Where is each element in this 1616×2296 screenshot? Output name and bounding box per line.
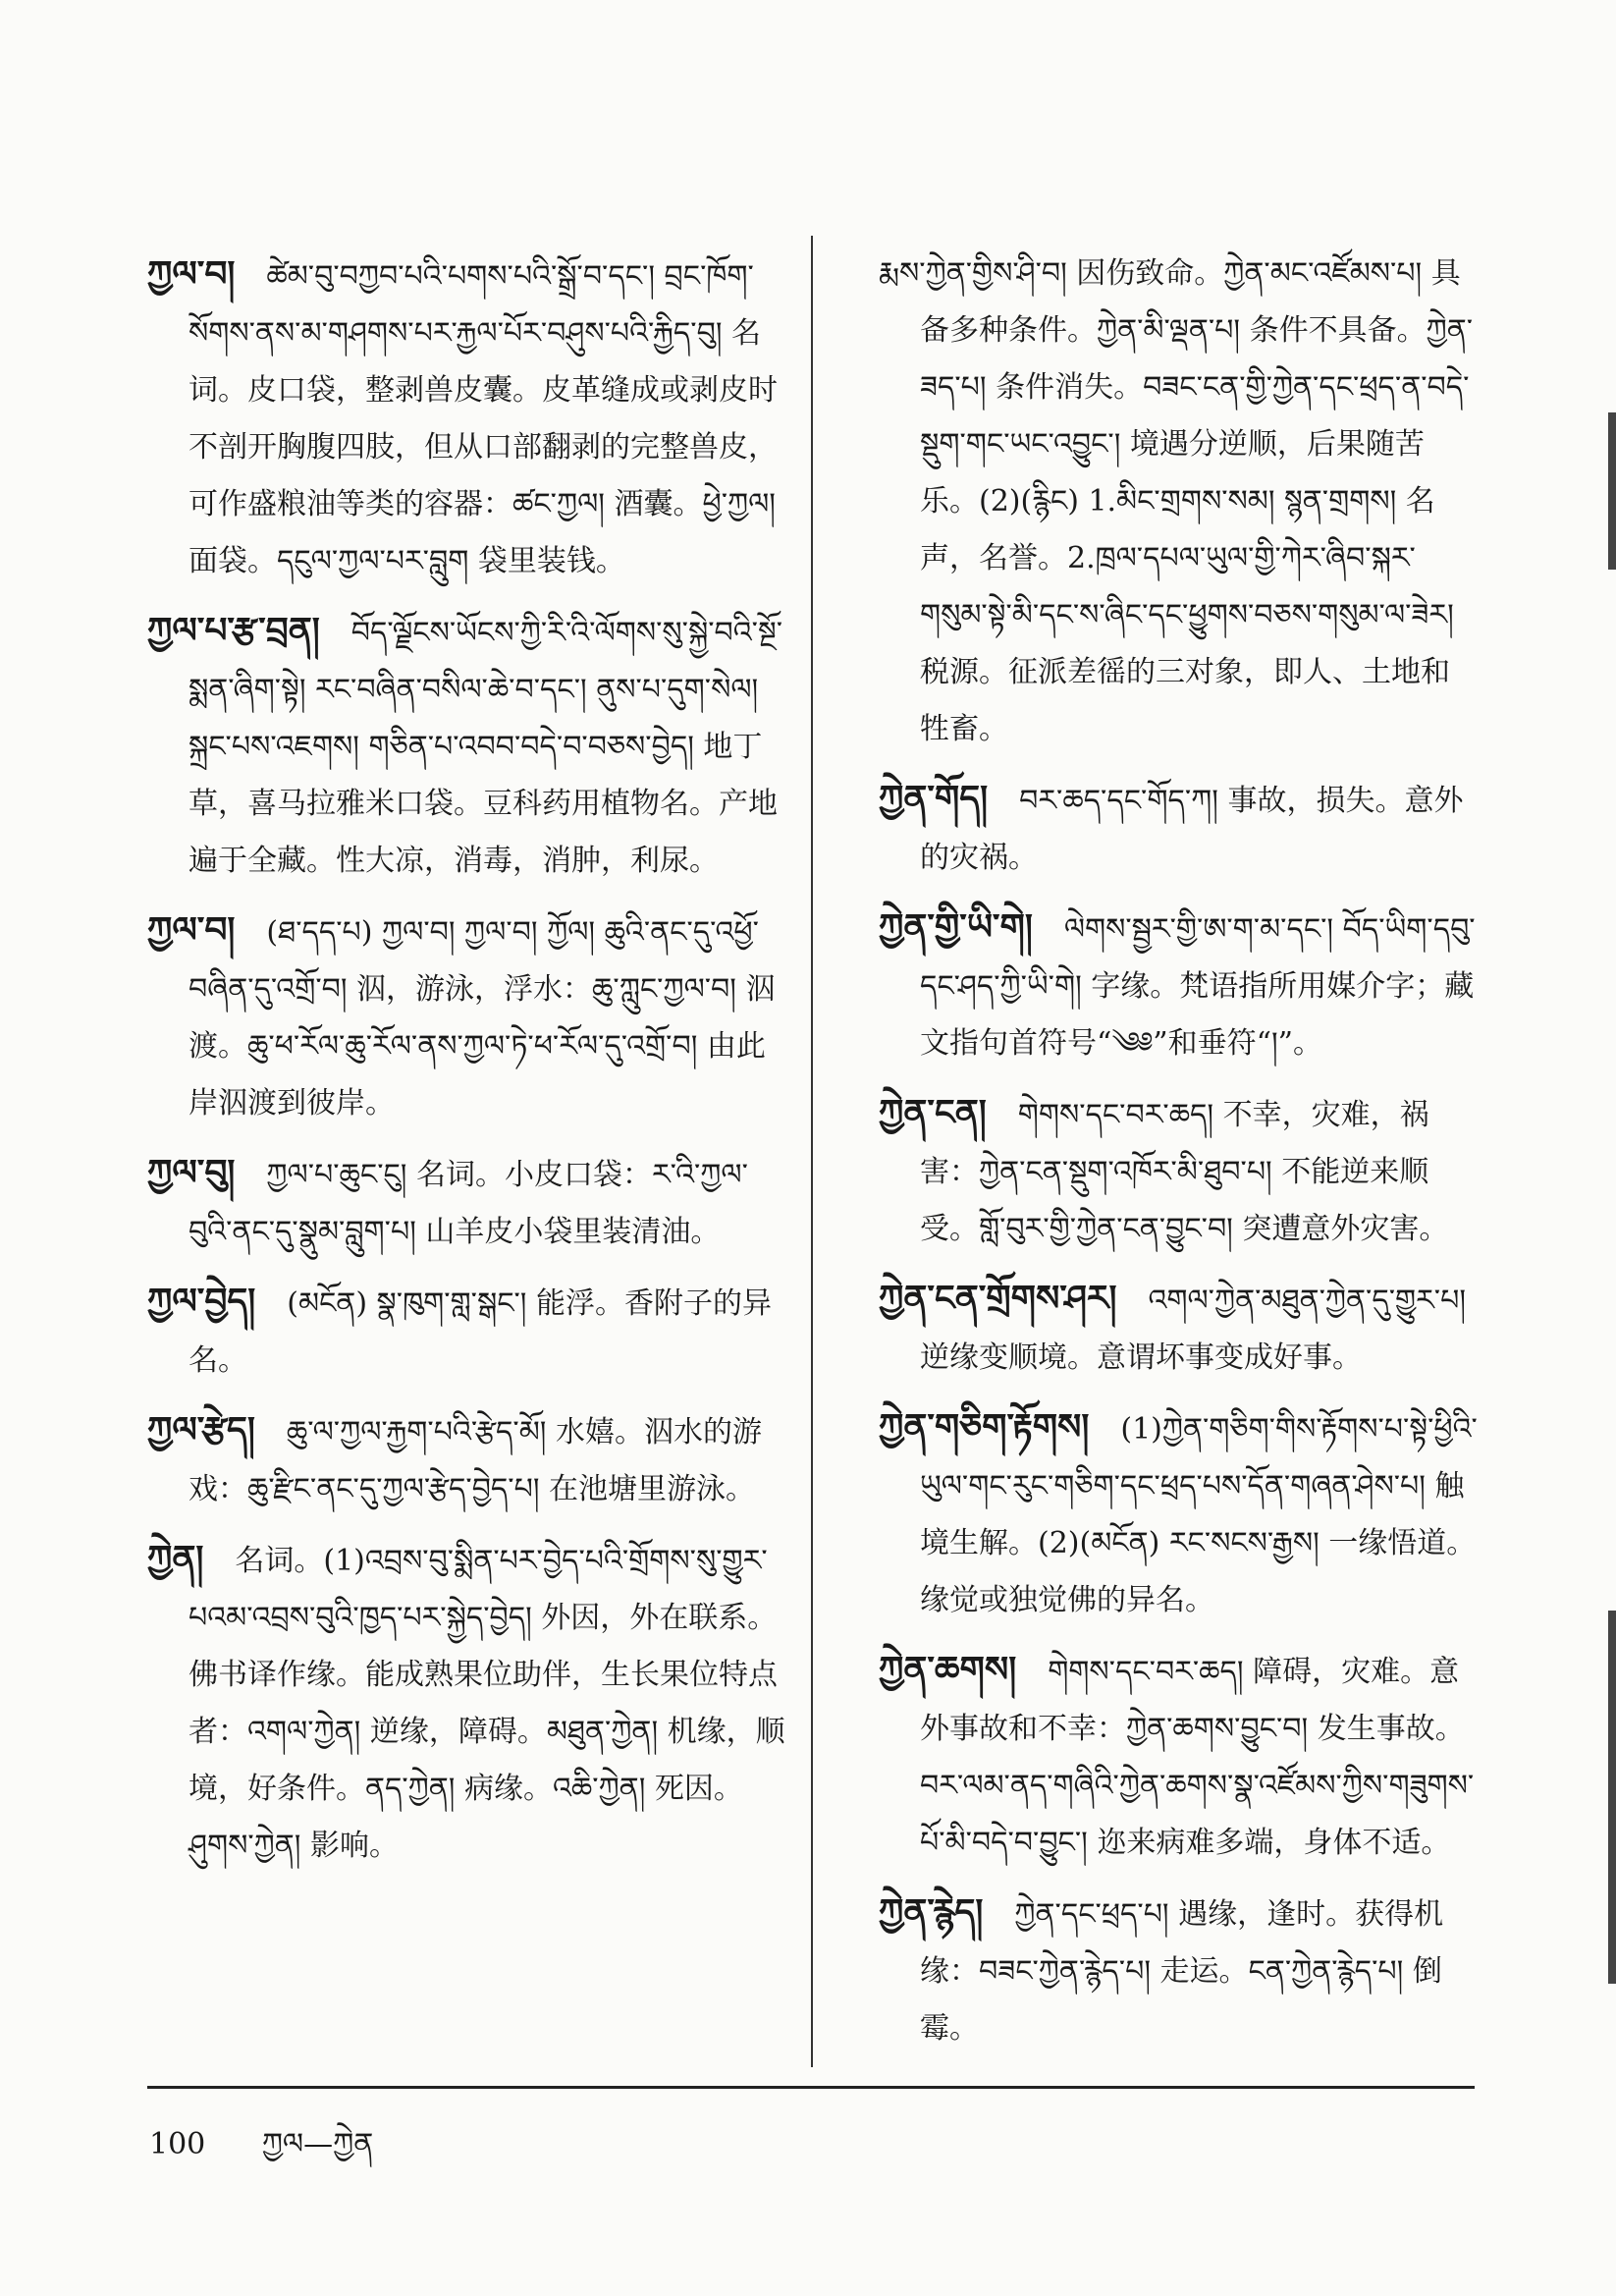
dictionary-entry — [147, 902, 785, 1132]
dictionary-entry — [879, 1398, 1478, 1629]
dictionary-entry — [879, 1884, 1478, 2057]
entry-headword: ཀྱེན་གྱི་ཡི་གེ། — [879, 906, 1033, 948]
footer-rule — [147, 2086, 1475, 2089]
entry-headword: ཀྱལ་བྱེད། — [147, 1281, 256, 1322]
entry-definition: བོད་ལྗོངས་ཡོངས་ཀྱི་རི་འི་ལོགས་སུ་སྐྱེ་བའི་སྔོ་སྨན་ཞིག་སྟེ། རང་བཞིན་བསིལ་ཆེ་བ་དང་། ནུས་པ་དུག་སེལ། སྐྲང་པས་འཇགས། གཅིན་པ་འབབ་བདེ་བ་བཅས་བྱེད། 地丁草，喜马拉雅米口袋。豆科药用植物名。产地遍于全藏。性大凉，消毒，消肿，利尿。 — [189, 616, 783, 878]
edge-mark — [1608, 412, 1616, 570]
dictionary-entry — [147, 1273, 785, 1390]
dictionary-entry — [879, 1084, 1478, 1258]
entry-definition: གེགས་དང་བར་ཆད། 不幸，灾难，祸害：ཀྱེན་ངན་སྡུག་འཁོར་མི་ཐུབ་པ། 不能逆来顺受。གློ་བུར་གྱི་ཀྱེན་ངན་བྱུང་བ། 突遭意外灾害。 — [920, 1098, 1449, 1246]
entry-definition: 名词。(1)འབྲས་བུ་སྨིན་པར་བྱེད་པའི་གྲོགས་སུ་གྱུར་པའམ་འབྲས་བུའི་ཁྱད་པར་སྐྱེད་བྱེད། 外因，外在联系。佛书译作缘。能成熟果位助伴，生长果位特点者：འགལ་ཀྱེན། 逆缘，障碍。མཐུན་ཀྱེན། 机缘，顺境，好条件。ནད་ཀྱེན། 病缘。འཆི་ཀྱེན། 死因。ཤུགས་ཀྱེན། 影响。 — [189, 1544, 785, 1863]
entry-definition: འགལ་ཀྱེན་མཐུན་ཀྱེན་དུ་གྱུར་པ། 逆缘变顺境。意谓坏事变成好事。 — [920, 1284, 1466, 1375]
dictionary-entry — [879, 770, 1478, 887]
entry-headword: ཀྱེན་ངན་གྲོགས་ཤར། — [879, 1278, 1117, 1319]
entry-headword: ཀྱེན་ཆགས། — [879, 1649, 1017, 1690]
entry-definition: བར་ཆད་དང་གོད་ཀ། 事故，损失。意外的灾祸。 — [920, 784, 1464, 875]
page-footer — [149, 2111, 373, 2194]
entry-headword: ཀྱལ་བ། — [147, 909, 236, 951]
entry-definition: ཀྱེན་དང་ཕྲད་པ། 遇缘，逢时。获得机缘：བཟང་ཀྱེན་རྙེད་པ། 走运。ངན་ཀྱེན་རྙེད་པ། 倒霉。 — [920, 1897, 1444, 2046]
entry-definition: ཚེམ་བུ་བཀྱབ་པའི་པགས་པའི་སྒྲོ་བ་དང་། བྲང་ཁོག་སོགས་ནས་མ་གཤགས་པར་རྐྱལ་པོར་བཤུས་པའི་རྐྱིད་བུ། 名词。皮口袋，整剥兽皮囊。皮革缝成或剥皮时不剖开胸腹四肢，但从口部翻剥的完整兽皮，可作盛粮油等类的容器：ཚང་ཀྱལ། 酒囊。ཕྱེ་ཀྱལ། 面袋。དངུལ་ཀྱལ་པར་བླུག 袋里装钱。 — [189, 259, 778, 578]
dictionary-entry — [147, 1401, 785, 1518]
entry-headword: ཀྱེན་གོད། — [879, 778, 989, 819]
entry-headword: ཀྱེན་ངན། — [879, 1092, 987, 1133]
entry-definition: (1)ཀྱེན་གཅིག་གིས་རྟོགས་པ་སྟེ་ཕྱིའི་ཡུལ་གང་རུང་གཅིག་དང་ཕྲད་པས་དོན་གཞན་ཤེས་པ། 触境生解。(2)(མངོན) རང་སངས་རྒྱས། 一缘悟道。缘觉或独觉佛的异名。 — [920, 1412, 1478, 1617]
entry-definition: ཀྱལ་པ་ཆུང་ངུ། 名词。小皮口袋：ར་འི་ཀྱལ་བུའི་ནང་དུ་སྣུམ་བླུག་པ། 山羊皮小袋里装清油。 — [189, 1158, 748, 1249]
dictionary-entry — [147, 246, 785, 590]
right-column — [879, 246, 1478, 2069]
entry-headword: ཀྱལ་རྩེད། — [147, 1409, 255, 1450]
entry-headword: ཀྱེན། — [147, 1538, 204, 1579]
left-column — [147, 246, 785, 1886]
page-number: 100 — [149, 2127, 206, 2161]
entry-definition: (མངོན) སྣ་ཁུག་གླ་སྒང་། 能浮。香附子的异名。 — [189, 1286, 773, 1378]
entry-definition: ལེགས་སྦྱར་གྱི་ཨ་ག་མ་དང་། བོད་ཡིག་དབུ་དང་ཤད་ཀྱི་ཡི་གེ། 字缘。梵语指所用媒介字；藏文指句首符号“༄༅”和垂符“།”。 — [920, 912, 1476, 1061]
dictionary-entry — [147, 602, 785, 890]
entry-definition: རྨས་ཀྱེན་གྱིས་ཤི་བ། 因伤致命。ཀྱེན་མང་འཛོམས་པ། 具备多种条件。ཀྱེན་མི་ལྡན་པ། 条件不具备。ཀྱེན་ཟད་པ། 条件消失。བཟང་ངན་གྱི་ཀྱེན་དང་ཕྲད་ན་བདེ་སྡུག་གང་ཡང་འབྱུང་། 境遇分逆顺，后果随苦乐。(2)(རྙིང) 1.མིང་གྲགས་སམ། སྙན་གྲགས། 名声，名誉。2.ཁྲལ་དཔལ་ཡུལ་གྱི་ཀེར་ཞིབ་སྐར་གསུམ་སྟེ་མི་དང་ས་ཞིང་དང་ཕྱུགས་བཅས་གསུམ་ལ་ཟེར། 税源。征派差徭的三对象，即人、土地和牲畜。 — [879, 256, 1474, 746]
edge-mark — [1608, 1611, 1616, 1984]
entry-definition: གེགས་དང་བར་ཆད། 障碍，灾难。意外事故和不幸：ཀྱེན་ཆགས་བྱུང་བ། 发生事故。བར་ལམ་ནད་གཞིའི་ཀྱེན་ཆགས་སྣ་འཛོམས་ཀྱིས་གཟུགས་པོ་མི་བདེ་བ་བྱུང་། 迩来病难多端，身体不适。 — [920, 1655, 1475, 1860]
dictionary-entry — [147, 1530, 785, 1875]
running-head: ཀྱལ—ཀྱེན — [261, 2127, 374, 2161]
entry-headword: ཀྱལ་པ་རྩ་བྲན། — [147, 610, 320, 651]
entry-headword: ཀྱེན་རྙེད། — [879, 1891, 984, 1933]
dictionary-entry — [879, 1641, 1478, 1872]
entry-definition: (ཐ་དད་པ) ཀྱལ་བ། ཀྱལ་བ། ཀྱོལ། ཆུའི་ནང་དུ་འཕྱོ་བཞིན་དུ་འགྲོ་བ། 泅，游泳，浮水：ཆུ་ཀླུང་ཀྱལ་བ། 泅渡。ཆུ་ཕ་རོལ་ཆུ་རོལ་ནས་ཀྱལ་ཏེ་ཕ་རོལ་དུ་འགྲོ་བ། 由此岸泅渡到彼岸。 — [189, 915, 776, 1121]
dictionary-entry — [879, 1270, 1478, 1387]
dictionary-entry — [147, 1144, 785, 1261]
entry-definition: ཆུ་ལ་ཀྱལ་རྐྱག་པའི་རྩེད་མོ། 水嬉。泅水的游戏：ཆུ་རྫིང་ནང་དུ་ཀྱལ་རྩེད་བྱེད་པ། 在池塘里游泳。 — [189, 1415, 762, 1506]
entry-headword: ཀྱལ་བ། — [147, 253, 236, 295]
dictionary-entry — [879, 246, 1478, 758]
entry-headword: ཀྱེན་གཅིག་རྟོགས། — [879, 1406, 1090, 1448]
entry-headword: ཀྱལ་བུ། — [147, 1152, 236, 1193]
dictionary-entry — [879, 899, 1478, 1072]
column-divider — [811, 236, 813, 2067]
